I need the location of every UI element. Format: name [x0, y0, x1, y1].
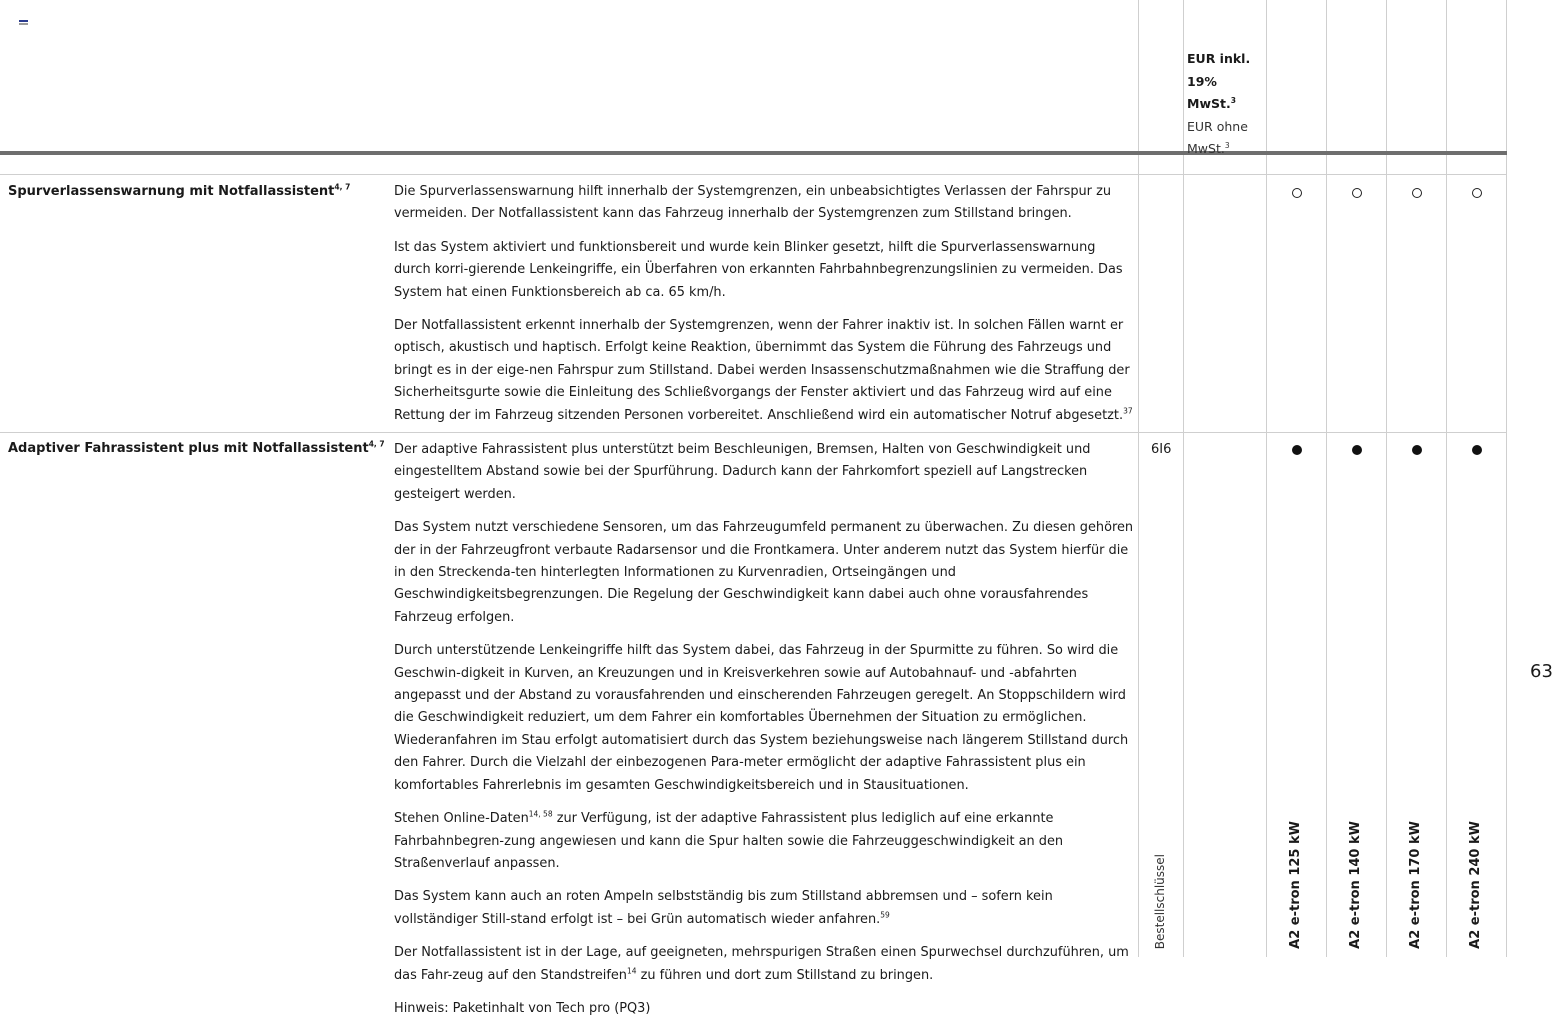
- description-paragraph: Der Notfallassistent ist in der Lage, auf geeigneten, mehrspurigen Straßen einen Spurwechsel durchzuführen, um das Fahr-zeug auf den Standstreifen$^{14}$ zu führen und dort zum Stillstand zu bringen.: [394, 945, 1129, 983]
- description-paragraph: Das System kann auch an roten Ampeln selbstständig bis zum Stillstand abbremsen und – sofern kein vollständiger Still-stand erfolgt ist – bei Grün automatisch wieder anfahren.$^{59}$: [394, 889, 1053, 927]
- model-header-240: A2 e-tron 240 kW: [1468, 821, 1483, 949]
- standard-dot-icon: [1352, 445, 1362, 455]
- order-key-header: Bestellschlüssel: [1153, 853, 1167, 949]
- optional-circle-icon: [1472, 188, 1482, 198]
- optional-circle-icon: [1412, 188, 1422, 198]
- standard-dot-icon: [1412, 445, 1422, 455]
- price-excl-line1: EUR ohne: [1187, 118, 1248, 134]
- feature-name: Adaptiver Fahrassistent plus mit Notfallassistent$^{4, 7}$: [8, 439, 385, 456]
- column-divider: [1506, 0, 1507, 957]
- language-flag-icon: [19, 20, 28, 27]
- price-incl-line1: EUR inkl.: [1187, 51, 1251, 66]
- standard-dot-icon: [1292, 445, 1302, 455]
- description-paragraph: Ist das System aktiviert und funktionsbereit und wurde kein Blinker gesetzt, hilft die Spurverlassenswarnung durch korri-gierende Lenkeingriffe, ein Überfahren von erkannten Fahrbahnbegrenzungslinien zu vermeiden. Das System hat einen Funktionsbereich ab ca. 65 km/h.: [394, 239, 1123, 300]
- header-rule: [0, 151, 1507, 155]
- order-code: 6I6: [1151, 442, 1172, 457]
- description-paragraph: Der Notfallassistent erkennt innerhalb der Systemgrenzen, wenn der Fahrer inaktiv ist. In solchen Fällen warnt er optisch, akustisch und haptisch. Erfolgt keine Reaktion, übernimmt das System die Führung des Fahrzeugs und bringt es in der eige-nen Fahrspur zum Stillstand. Dabei werden Insassenschutzmaßnahmen wie die Straffung der Sicherheitsgurte sowie die Einleitung des Schließvorgangs der Fenster aktiviert und das Fahrzeug wird auf eine Rettung der im Fahrzeug sitzenden Personen vorbereitet. Anschließend wird ein automatischer Notruf abgesetzt.$^{37}$: [394, 318, 1133, 423]
- optional-circle-icon: [1292, 188, 1302, 198]
- column-divider: [1326, 0, 1327, 957]
- feature-description: [394, 181, 1134, 438]
- model-header-125: A2 e-tron 125 kW: [1288, 821, 1303, 949]
- column-divider: [1183, 0, 1184, 957]
- column-divider: [1386, 0, 1387, 957]
- price-excl-line2: MwSt.$^3$: [1187, 140, 1230, 156]
- description-paragraph: Der adaptive Fahrassistent plus unterstützt beim Beschleunigen, Bremsen, Halten von Geschwindigkeit und eingestelltem Abstand sowie bei der Spurführung. Dadurch kann der Fahrkomfort speziell auf Langstrecken gesteigert werden.: [394, 442, 1091, 502]
- model-header-170: A2 e-tron 170 kW: [1408, 821, 1423, 949]
- description-paragraph: Durch unterstützende Lenkeingriffe hilft das System dabei, das Fahrzeug in der Spurmitte zu führen. So wird die Geschwin-digkeit in Kurven, an Kreuzungen und in Kreisverkehren sowie auf Autobahnauf- und -abfahrten angepasst und der Abstand zu vorausfahrenden und einscherenden Fahrzeugen geregelt. An Stoppschildern wird die Geschwindigkeit reduziert, um dem Fahrer ein komfortables Übernehmen der Situation zu ermöglichen. Wiederanfahren im Stau erfolgt automatisiert durch das System beziehungsweise nach längerem Stillstand durch den Fahrer. Durch die Vielzahl der einbezogenen Para-meter ermöglicht der adaptive Fahrassistent plus ein komfortables Fahrerlebnis im gesamten Geschwindigkeitsbereich und in Stausituationen.: [394, 643, 1129, 793]
- column-divider: [1138, 0, 1139, 957]
- optional-circle-icon: [1352, 188, 1362, 198]
- description-paragraph: Hinweis: Paketinhalt von Tech pro (PQ3): [394, 1000, 651, 1016]
- description-paragraph: Stehen Online-Daten$^{14, 58}$ zur Verfügung, ist der adaptive Fahrassistent plus lediglich auf eine erkannte Fahrbahnbegren-zung angewiesen und kann die Spur halten sowie die Fahrzeuggeschwindigkeit an den Straßenverlauf anpassen.: [394, 809, 1064, 871]
- model-header-140: A2 e-tron 140 kW: [1348, 821, 1363, 949]
- column-divider: [1446, 0, 1447, 957]
- description-paragraph: Die Spurverlassenswarnung hilft innerhalb der Systemgrenzen, ein unbeabsichtigtes Verlassen der Fahrspur zu vermeiden. Der Notfallassistent kann das Fahrzeug innerhalb der Systemgrenzen zum Stillstand bringen.: [394, 184, 1112, 222]
- feature-description: [394, 439, 1134, 1031]
- price-header: [1187, 48, 1267, 161]
- standard-dot-icon: [1472, 445, 1482, 455]
- table-top-line: [0, 174, 1507, 175]
- page-number: 63: [1530, 661, 1553, 682]
- description-paragraph: Das System nutzt verschiedene Sensoren, um das Fahrzeugumfeld permanent zu überwachen. Zu diesen gehören der in der Fahrzeugfront verbaute Radarsensor und die Frontkamera. Unter anderem nutzt das System hierfür die in den Streckenda-ten hinterlegten Informationen zu Kurvenradien, Ortseingängen und Geschwindigkeitsbegrenzungen. Die Regelung der Geschwindigkeit kann dabei auch ohne vorausfahrendes Fahrzeug erfolgen.: [394, 520, 1134, 625]
- price-incl-line2: 19% MwSt.$^3$: [1187, 73, 1236, 111]
- feature-name: Spurverlassenswarnung mit Notfallassistent$^{4, 7}$: [8, 182, 351, 199]
